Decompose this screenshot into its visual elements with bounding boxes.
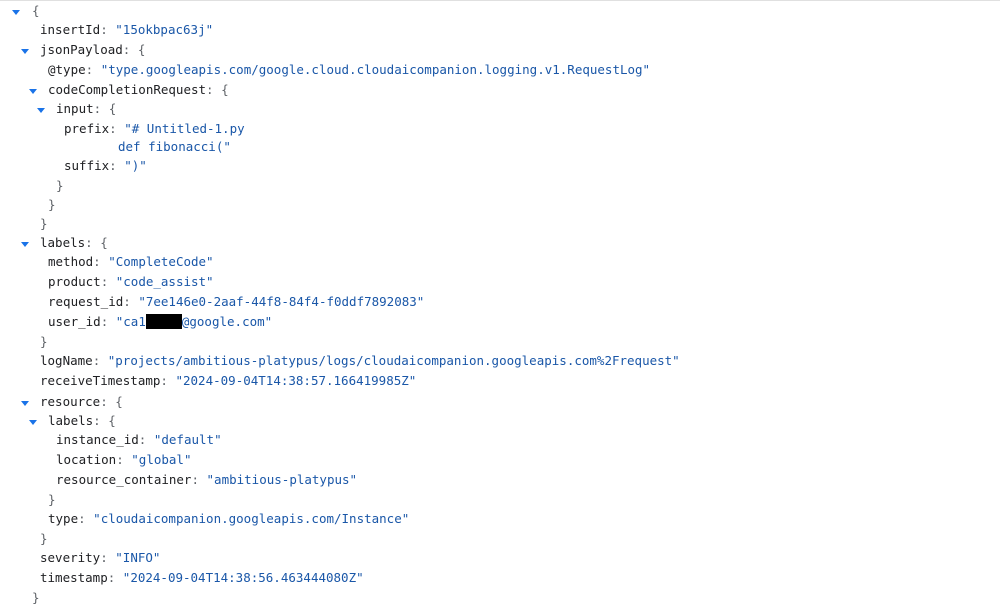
field-method: method: "CompleteCode"	[48, 254, 214, 269]
collapse-resource-icon[interactable]	[21, 401, 29, 406]
field-product: product: "code_assist"	[48, 274, 214, 289]
root-open: {	[32, 3, 40, 18]
field-instance_id: instance_id: "default"	[56, 432, 222, 447]
field-insertId: insertId: "15okbpac63j"	[40, 22, 214, 37]
field-location: location: "global"	[56, 452, 192, 467]
root-close: }	[32, 590, 40, 605]
instance_id-value[interactable]: "default"	[153, 432, 222, 447]
severity-value[interactable]: "INFO"	[115, 550, 161, 565]
collapse-input-icon[interactable]	[37, 108, 45, 113]
field-resource_container: resource_container: "ambitious-platypus"	[56, 472, 358, 487]
insertId-value[interactable]: "15okbpac63j"	[115, 22, 214, 37]
field-logName: logName: "projects/ambitious-platypus/logs/cloudaicompanion.googleapis.com%2Frequest"	[40, 353, 680, 368]
product-value[interactable]: "code_assist"	[115, 274, 214, 289]
type-value[interactable]: "type.googleapis.com/google.cloud.cloudaicompanion.logging.v1.RequestLog"	[100, 62, 651, 77]
field-labels: labels: {	[40, 235, 108, 250]
method-value[interactable]: "CompleteCode"	[108, 254, 214, 269]
resource-close: }	[40, 531, 48, 546]
field-input: input: {	[56, 101, 117, 116]
field-codeCompletionRequest: codeCompletionRequest: {	[48, 82, 229, 97]
collapse-codeCompletionRequest-icon[interactable]	[29, 89, 37, 94]
labels-close: }	[40, 334, 48, 349]
collapse-root-icon[interactable]	[12, 10, 20, 15]
redaction-box	[146, 314, 182, 329]
field-receiveTimestamp: receiveTimestamp: "2024-09-04T14:38:57.166419985Z"	[40, 373, 417, 388]
field-user_id: user_id: "ca1 @google.com"	[48, 314, 273, 329]
collapse-labels-icon[interactable]	[21, 242, 29, 247]
field-resource-type: type: "cloudaicompanion.googleapis.com/Instance"	[48, 511, 410, 526]
resource-type-value[interactable]: "cloudaicompanion.googleapis.com/Instance"	[93, 511, 410, 526]
codeCompletionRequest-close: }	[48, 197, 56, 212]
user_id-value-start[interactable]: "ca1	[115, 314, 146, 329]
request_id-value[interactable]: "7ee146e0-2aaf-44f8-84f4-f0ddf7892083"	[138, 294, 425, 309]
prefix-value-line2[interactable]: def fibonacci("	[118, 139, 231, 154]
timestamp-value[interactable]: "2024-09-04T14:38:56.463444080Z"	[122, 570, 364, 585]
location-value[interactable]: "global"	[131, 452, 192, 467]
suffix-value[interactable]: ")"	[124, 158, 147, 173]
field-resource-labels: labels: {	[48, 413, 116, 428]
user_id-value-end[interactable]: @google.com"	[181, 314, 273, 329]
input-close: }	[56, 178, 64, 193]
resource-labels-close: }	[48, 492, 56, 507]
field-request_id: request_id: "7ee146e0-2aaf-44f8-84f4-f0ddf7892083"	[48, 294, 425, 309]
field-resource: resource: {	[40, 394, 123, 409]
receiveTimestamp-value[interactable]: "2024-09-04T14:38:57.166419985Z"	[175, 373, 417, 388]
prefix-value-line1[interactable]: "# Untitled-1.py	[124, 121, 245, 136]
field-prefix: prefix: "# Untitled-1.py	[64, 121, 245, 136]
field-severity: severity: "INFO"	[40, 550, 161, 565]
field-suffix: suffix: ")"	[64, 158, 147, 173]
field-type: @type: "type.googleapis.com/google.cloud.cloudaicompanion.logging.v1.RequestLog"	[48, 62, 651, 77]
prefix-continuation	[118, 139, 231, 155]
logName-value[interactable]: "projects/ambitious-platypus/logs/cloudaicompanion.googleapis.com%2Frequest"	[107, 353, 680, 368]
collapse-resource-labels-icon[interactable]	[29, 420, 37, 425]
jsonPayload-close: }	[40, 216, 48, 231]
field-jsonPayload: jsonPayload: {	[40, 42, 146, 57]
resource_container-value[interactable]: "ambitious-platypus"	[206, 472, 358, 487]
collapse-jsonPayload-icon[interactable]	[21, 49, 29, 54]
field-timestamp: timestamp: "2024-09-04T14:38:56.463444080Z"	[40, 570, 364, 585]
